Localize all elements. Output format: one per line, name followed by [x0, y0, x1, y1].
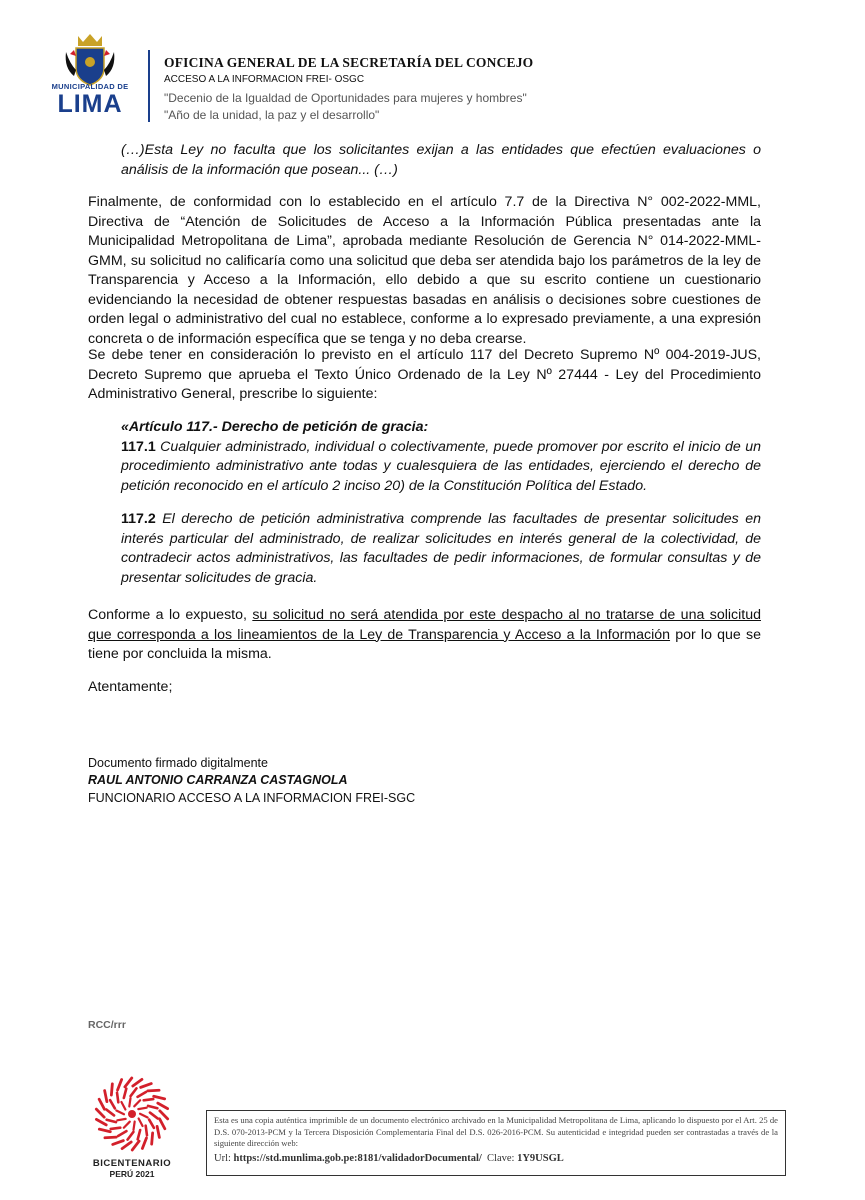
emblem-ray: [105, 1091, 107, 1102]
decision-underlined: su solicitud no será atendida por este despacho al no tratarse de una solicitud que corresponda a los lineamientos de la Ley de Transparencia y Acceso a la Información: [88, 607, 761, 643]
article-117-quote: [121, 418, 761, 588]
verification-text: Esta es una copia auténtica imprimible de un documento electrónico archivado en la Municipalidad Metropolitana de Lima, aplicando lo dispuesto por el Art. 25 de D.S. 070-2013-PCM y la Tercera Disposición Complementaria Final del D.S. 026-2016-PCM. Su autenticidad e integridad pueden ser contrastadas a través de la siguiente dirección web:: [214, 1115, 778, 1148]
emblem-ray: [117, 1093, 118, 1103]
article-number: 117.2: [121, 511, 156, 527]
article-title: «Artículo 117.- Derecho de petición de gracia:: [121, 419, 429, 435]
emblem-ray: [138, 1108, 146, 1109]
emblem-ray: [138, 1092, 146, 1097]
decision-paragraph: [88, 606, 761, 665]
emblem-ray: [154, 1096, 165, 1099]
emblem-ray: [125, 1078, 132, 1087]
emblem-ray: [133, 1079, 142, 1086]
emblem-ray: [118, 1131, 126, 1136]
url-label: Url:: [214, 1152, 234, 1164]
emblem-ray: [129, 1098, 130, 1106]
emblem-ray: [148, 1106, 157, 1108]
bicentenario-line1: BICENTENARIO: [92, 1158, 172, 1169]
emblem-ray: [124, 1122, 130, 1128]
office-title: OFICINA GENERAL DE LA SECRETARÍA DEL CONCEJO: [164, 55, 534, 70]
emblem-ray: [142, 1138, 146, 1148]
key-label: Clave:: [481, 1152, 518, 1164]
municipalidad-lima-logo: [44, 30, 136, 118]
article-text: Cualquier administrado, individual o colectivamente, puede promover por escrito el inicio de un procedimiento administrativo ante todas y cualesquiera de las entidades, ejerciendo el derecho de petición reconocido en el artículo 2 inciso 20) de la Constitución Política del Estado.: [121, 438, 761, 494]
article-117-2: [121, 510, 761, 588]
emblem-ray: [122, 1142, 131, 1149]
emblem-ray: [144, 1099, 154, 1100]
verification-url-link[interactable]: https://std.munlima.gob.pe:8181/validadorDocumental/: [233, 1152, 482, 1164]
emblem-ray: [105, 1137, 116, 1138]
bicentenario-emblem-icon: [82, 1072, 182, 1156]
emblem-ray: [138, 1130, 140, 1139]
signer-role: FUNCIONARIO ACCESO A LA INFORMACION FREI-SGC: [88, 791, 416, 805]
emblem-ray: [139, 1119, 143, 1127]
decision-end: por lo que se tiene por concluida la misma.: [88, 626, 761, 662]
emblem-ray: [110, 1100, 115, 1108]
emblem-ray: [149, 1120, 154, 1128]
emblem-ray: [158, 1103, 168, 1109]
emblem-ray: [157, 1126, 159, 1137]
emblem-ray: [121, 1102, 125, 1110]
emblem-ray: [134, 1100, 140, 1106]
greeting: Atentamente;: [88, 679, 173, 695]
office-subtitle: ACCESO A LA INFORMACION FREI- OSGC: [164, 74, 365, 85]
reference-initials: RCC/rrr: [88, 1019, 126, 1031]
emblem-ray: [96, 1109, 104, 1117]
emblem-ray: [148, 1090, 159, 1091]
motto-decade: "Decenio de la Igualdad de Oportunidades para mujeres y hombres": [164, 91, 527, 105]
emblem-ray: [146, 1126, 147, 1136]
emblem-ray: [150, 1113, 158, 1119]
emblem-ray: [160, 1119, 165, 1129]
bicentenario-line2: PERÚ 2021: [109, 1169, 155, 1179]
conclusion-paragraph: Finalmente, de conformidad con lo establecido en el artículo 7.7 de la Directiva N° 002-2022-MML, Directiva de “Atención de Solicitudes de Acceso a la Información Pública presentadas ante la Municipalidad Metropolitana de Lima”, aprobada mediante Resolución de Gerencia N° 014-2022-MML-GMM, su solicitud no calificaría como una solicitud que deba ser atendida bajo los parámetros de la ley de Transparencia y Acceso a la Información, ello debido a que su escrito contiene un cuestionario evidenciando la necesidad de obtener respuestas basadas en análisis o decisiones sobre cuestiones de orden legal o administrativo del cual no establece, conforme a lo expresado previamente, a una expresión concreta o de información específica que se tenga y no deba crearse.: [88, 194, 761, 347]
verification-key: 1Y9USGL: [517, 1152, 564, 1164]
emblem-ray: [124, 1089, 126, 1098]
signer-name: RAUL ANTONIO CARRANZA CASTAGNOLA: [88, 773, 348, 787]
article-number: 117.1: [121, 438, 156, 455]
quote-law-paragraph: (…)Esta Ley no faculta que los solicitantes exijan a las entidades que efectúen evaluaciones o análisis de la información que posean... (…): [121, 142, 761, 178]
legal-reference-paragraph: Se debe tener en consideración lo previsto en el artículo 117 del Decreto Supremo Nº 004-2019-JUS, Decreto Supremo que aprueba el Texto Único Ordenado de la Ley Nº 27444 - Ley del Procedimiento Administrativo General, prescribe lo siguiente:: [88, 347, 761, 402]
emblem-ray: [111, 1084, 112, 1095]
emblem-ray: [111, 1128, 121, 1129]
emblem-ray: [106, 1110, 114, 1116]
emblem-ray: [107, 1120, 116, 1122]
emblem-ray: [160, 1111, 168, 1119]
emblem-ray: [118, 1080, 122, 1090]
article-text: El derecho de petición administrativa comprende las facultades de presentar solicitudes en interés particular del administrado, de realizar solicitudes en interés general de la colectividad, de contradecir actos administrativos, las facultades de pedir informaciones, de formular consultas y de presentar solicitudes de gracia.: [121, 511, 761, 586]
signature-note: Documento firmado digitalmente: [88, 756, 268, 770]
emblem-ray: [99, 1129, 110, 1132]
emblem-ray: [141, 1084, 152, 1088]
header-divider: [148, 50, 150, 122]
emblem-ray: [152, 1133, 153, 1144]
article-117-1: [121, 438, 761, 497]
emblem-ray: [131, 1088, 137, 1096]
bicentenario-logo: [82, 1072, 182, 1187]
emblem-ray: [133, 1122, 134, 1130]
motto-year: "Año de la unidad, la paz y el desarrollo": [164, 108, 380, 122]
emblem-ray: [140, 1114, 148, 1118]
emblem-ray: [99, 1099, 104, 1109]
emblem-ray: [113, 1141, 124, 1145]
emblem-ray: [96, 1119, 106, 1125]
decision-intro: Conforme a lo expuesto,: [88, 607, 253, 623]
logo-text-top: MUNICIPALIDAD DE: [51, 82, 129, 91]
emblem-ray: [117, 1119, 125, 1120]
emblem-ray: [116, 1110, 124, 1114]
emblem-ray: [128, 1132, 134, 1140]
emblem-center: [128, 1110, 136, 1118]
emblem-ray: [132, 1141, 139, 1150]
verification-box: [206, 1110, 786, 1176]
verification-url-line: [214, 1153, 778, 1164]
logo-text-main: LIMA: [57, 90, 123, 118]
